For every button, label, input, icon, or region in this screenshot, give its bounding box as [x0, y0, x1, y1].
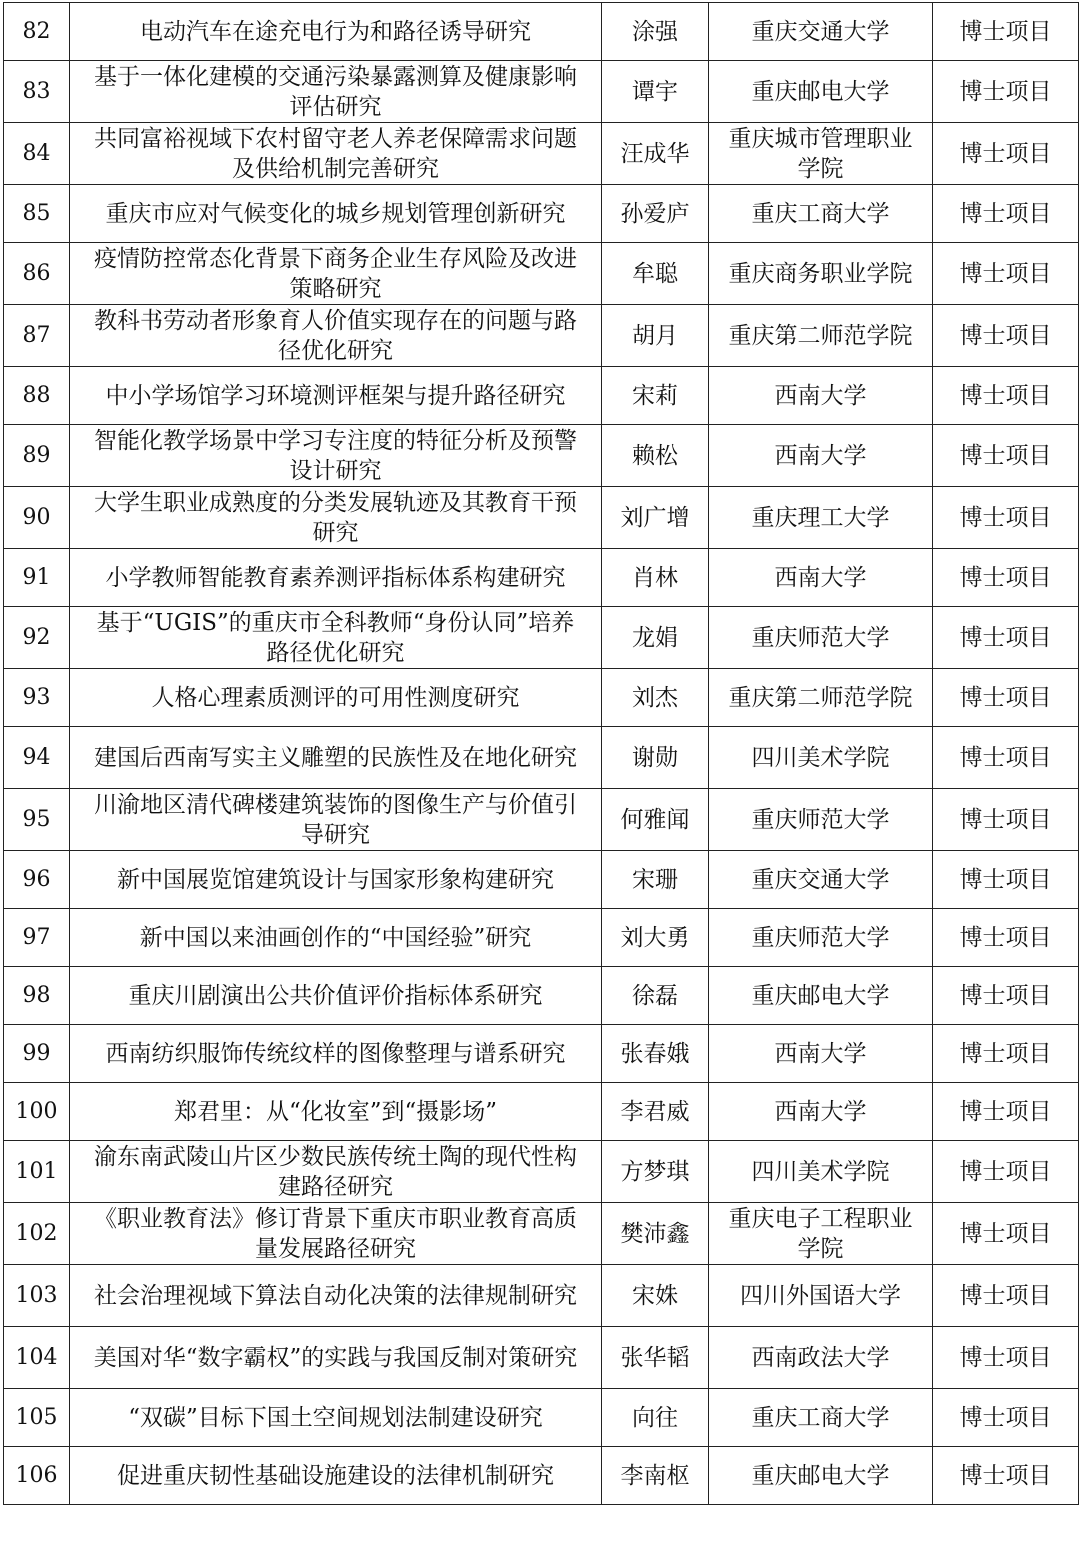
row-number: 100 [4, 1083, 70, 1141]
row-number: 101 [4, 1141, 70, 1203]
researcher-name: 汪成华 [602, 123, 709, 185]
row-number: 93 [4, 669, 70, 727]
institution-name: 西南大学 [709, 425, 933, 487]
project-type: 博士项目 [933, 185, 1079, 243]
table-row [4, 3, 1079, 61]
institution-name: 重庆工商大学 [709, 1389, 933, 1447]
researcher-name: 牟聪 [602, 243, 709, 305]
table-row [4, 607, 1079, 669]
table-row [4, 967, 1079, 1025]
table-row [4, 1025, 1079, 1083]
project-type: 博士项目 [933, 3, 1079, 61]
project-type: 博士项目 [933, 789, 1079, 851]
table-row [4, 669, 1079, 727]
project-title: 电动汽车在途充电行为和路径诱导研究 [70, 3, 602, 61]
project-title: 基于“UGIS”的重庆市全科教师“身份认同”培养路径优化研究 [70, 607, 602, 669]
researcher-name: 李南枢 [602, 1447, 709, 1505]
project-type: 博士项目 [933, 367, 1079, 425]
institution-name: 重庆电子工程职业学院 [709, 1203, 933, 1265]
project-type: 博士项目 [933, 549, 1079, 607]
project-type: 博士项目 [933, 669, 1079, 727]
institution-name: 重庆交通大学 [709, 3, 933, 61]
row-number: 87 [4, 305, 70, 367]
table-row [4, 243, 1079, 305]
institution-name: 四川美术学院 [709, 727, 933, 789]
researcher-name: 谢勋 [602, 727, 709, 789]
project-type: 博士项目 [933, 1083, 1079, 1141]
institution-name: 西南大学 [709, 1025, 933, 1083]
table-row [4, 851, 1079, 909]
table-row [4, 909, 1079, 967]
project-title: 基于一体化建模的交通污染暴露测算及健康影响评估研究 [70, 61, 602, 123]
project-type: 博士项目 [933, 851, 1079, 909]
project-title: 重庆市应对气候变化的城乡规划管理创新研究 [70, 185, 602, 243]
project-title: 郑君里：从“化妆室”到“摄影场” [70, 1083, 602, 1141]
table-row [4, 61, 1079, 123]
table-row [4, 123, 1079, 185]
project-type: 博士项目 [933, 909, 1079, 967]
researcher-name: 赖松 [602, 425, 709, 487]
project-title: 新中国以来油画创作的“中国经验”研究 [70, 909, 602, 967]
project-type: 博士项目 [933, 123, 1079, 185]
project-title: 社会治理视域下算法自动化决策的法律规制研究 [70, 1265, 602, 1327]
researcher-name: 刘大勇 [602, 909, 709, 967]
researcher-name: 向往 [602, 1389, 709, 1447]
researcher-name: 孙爱庐 [602, 185, 709, 243]
table-row [4, 305, 1079, 367]
project-type: 博士项目 [933, 967, 1079, 1025]
row-number: 89 [4, 425, 70, 487]
row-number: 85 [4, 185, 70, 243]
row-number: 84 [4, 123, 70, 185]
project-type: 博士项目 [933, 607, 1079, 669]
table-row [4, 367, 1079, 425]
project-title: 促进重庆韧性基础设施建设的法律机制研究 [70, 1447, 602, 1505]
project-type: 博士项目 [933, 727, 1079, 789]
row-number: 102 [4, 1203, 70, 1265]
researcher-name: 宋莉 [602, 367, 709, 425]
institution-name: 重庆商务职业学院 [709, 243, 933, 305]
project-type: 博士项目 [933, 305, 1079, 367]
row-number: 103 [4, 1265, 70, 1327]
institution-name: 四川美术学院 [709, 1141, 933, 1203]
project-title: 智能化教学场景中学习专注度的特征分析及预警设计研究 [70, 425, 602, 487]
project-title: 新中国展览馆建筑设计与国家形象构建研究 [70, 851, 602, 909]
project-type: 博士项目 [933, 1203, 1079, 1265]
row-number: 90 [4, 487, 70, 549]
researcher-name: 张春娥 [602, 1025, 709, 1083]
institution-name: 四川外国语大学 [709, 1265, 933, 1327]
project-type: 博士项目 [933, 61, 1079, 123]
project-title: 小学教师智能教育素养测评指标体系构建研究 [70, 549, 602, 607]
table-row [4, 425, 1079, 487]
institution-name: 重庆邮电大学 [709, 61, 933, 123]
researcher-name: 何雅闻 [602, 789, 709, 851]
researcher-name: 刘杰 [602, 669, 709, 727]
table-row [4, 1447, 1079, 1505]
table-row [4, 1265, 1079, 1327]
project-type: 博士项目 [933, 1327, 1079, 1389]
row-number: 88 [4, 367, 70, 425]
project-type: 博士项目 [933, 1389, 1079, 1447]
project-title: 《职业教育法》修订背景下重庆市职业教育高质量发展路径研究 [70, 1203, 602, 1265]
researcher-name: 肖林 [602, 549, 709, 607]
institution-name: 重庆理工大学 [709, 487, 933, 549]
row-number: 92 [4, 607, 70, 669]
project-type: 博士项目 [933, 1447, 1079, 1505]
project-title: 中小学场馆学习环境测评框架与提升路径研究 [70, 367, 602, 425]
institution-name: 重庆邮电大学 [709, 967, 933, 1025]
row-number: 96 [4, 851, 70, 909]
table-row [4, 185, 1079, 243]
row-number: 91 [4, 549, 70, 607]
project-title: 疫情防控常态化背景下商务企业生存风险及改进策略研究 [70, 243, 602, 305]
researcher-name: 徐磊 [602, 967, 709, 1025]
project-table-body [4, 3, 1079, 1505]
project-title: 人格心理素质测评的可用性测度研究 [70, 669, 602, 727]
project-title: 川渝地区清代碑楼建筑装饰的图像生产与价值引导研究 [70, 789, 602, 851]
researcher-name: 刘广增 [602, 487, 709, 549]
table-row [4, 789, 1079, 851]
project-type: 博士项目 [933, 425, 1079, 487]
row-number: 82 [4, 3, 70, 61]
row-number: 99 [4, 1025, 70, 1083]
project-type: 博士项目 [933, 487, 1079, 549]
row-number: 106 [4, 1447, 70, 1505]
institution-name: 重庆第二师范学院 [709, 305, 933, 367]
institution-name: 重庆师范大学 [709, 909, 933, 967]
researcher-name: 宋姝 [602, 1265, 709, 1327]
project-title: 渝东南武陵山片区少数民族传统土陶的现代性构建路径研究 [70, 1141, 602, 1203]
institution-name: 重庆第二师范学院 [709, 669, 933, 727]
researcher-name: 张华韬 [602, 1327, 709, 1389]
table-row [4, 487, 1079, 549]
researcher-name: 宋珊 [602, 851, 709, 909]
institution-name: 西南大学 [709, 367, 933, 425]
table-row [4, 1389, 1079, 1447]
table-row [4, 1083, 1079, 1141]
institution-name: 西南大学 [709, 549, 933, 607]
row-number: 94 [4, 727, 70, 789]
project-title: 西南纺织服饰传统纹样的图像整理与谱系研究 [70, 1025, 602, 1083]
project-title: 建国后西南写实主义雕塑的民族性及在地化研究 [70, 727, 602, 789]
institution-name: 西南政法大学 [709, 1327, 933, 1389]
project-title: 美国对华“数字霸权”的实践与我国反制对策研究 [70, 1327, 602, 1389]
institution-name: 重庆交通大学 [709, 851, 933, 909]
researcher-name: 李君威 [602, 1083, 709, 1141]
table-row [4, 1141, 1079, 1203]
row-number: 83 [4, 61, 70, 123]
project-table [3, 2, 1079, 1505]
row-number: 105 [4, 1389, 70, 1447]
row-number: 95 [4, 789, 70, 851]
researcher-name: 龙娟 [602, 607, 709, 669]
project-type: 博士项目 [933, 1265, 1079, 1327]
researcher-name: 谭宇 [602, 61, 709, 123]
project-type: 博士项目 [933, 1141, 1079, 1203]
table-row [4, 727, 1079, 789]
project-title: “双碳”目标下国土空间规划法制建设研究 [70, 1389, 602, 1447]
institution-name: 重庆邮电大学 [709, 1447, 933, 1505]
table-row [4, 549, 1079, 607]
researcher-name: 涂强 [602, 3, 709, 61]
researcher-name: 胡月 [602, 305, 709, 367]
researcher-name: 樊沛鑫 [602, 1203, 709, 1265]
project-title: 共同富裕视域下农村留守老人养老保障需求问题及供给机制完善研究 [70, 123, 602, 185]
row-number: 98 [4, 967, 70, 1025]
institution-name: 重庆城市管理职业学院 [709, 123, 933, 185]
table-row [4, 1203, 1079, 1265]
project-type: 博士项目 [933, 1025, 1079, 1083]
institution-name: 重庆师范大学 [709, 789, 933, 851]
institution-name: 重庆工商大学 [709, 185, 933, 243]
row-number: 104 [4, 1327, 70, 1389]
row-number: 86 [4, 243, 70, 305]
researcher-name: 方梦琪 [602, 1141, 709, 1203]
institution-name: 西南大学 [709, 1083, 933, 1141]
table-row [4, 1327, 1079, 1389]
institution-name: 重庆师范大学 [709, 607, 933, 669]
project-title: 大学生职业成熟度的分类发展轨迹及其教育干预研究 [70, 487, 602, 549]
project-title: 教科书劳动者形象育人价值实现存在的问题与路径优化研究 [70, 305, 602, 367]
project-type: 博士项目 [933, 243, 1079, 305]
row-number: 97 [4, 909, 70, 967]
project-title: 重庆川剧演出公共价值评价指标体系研究 [70, 967, 602, 1025]
